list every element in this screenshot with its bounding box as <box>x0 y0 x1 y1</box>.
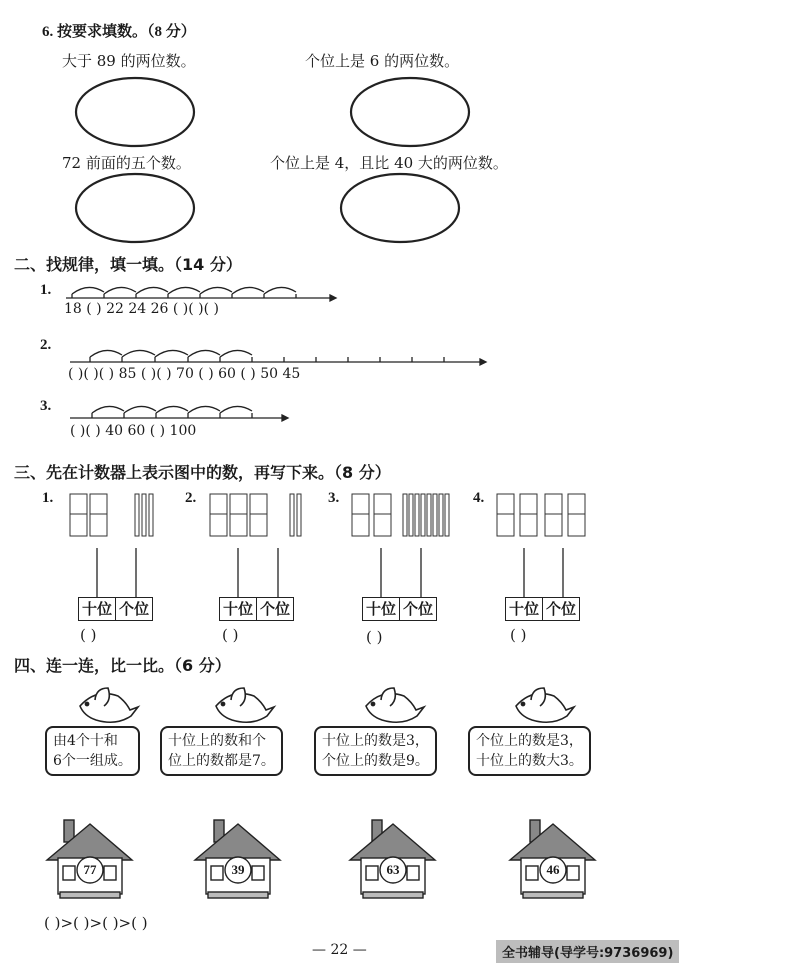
clue-card-1[interactable] <box>45 726 140 776</box>
clue-line: 十位上的数大3。 <box>476 753 583 769</box>
answer-ellipse-3[interactable] <box>76 174 194 242</box>
tens-label: 十位 <box>366 600 397 618</box>
clue-card-3[interactable] <box>314 726 437 776</box>
sec3-title: 三、先在计数器上表示图中的数，再写下来。（8 分） <box>14 463 391 482</box>
sticks-picture-4 <box>497 494 585 536</box>
house-number-2[interactable]: 39 <box>231 862 245 877</box>
ones-label: 个位 <box>399 598 436 620</box>
sec3-item-4-label: 4. <box>473 490 485 506</box>
answer-ellipse-1[interactable] <box>76 78 194 146</box>
clue-line: 6个一组成。 <box>53 753 132 769</box>
abacus-4[interactable] <box>505 597 580 621</box>
answer-blank-4[interactable]: ( ) <box>510 626 527 644</box>
sec3-item-3-label: 3. <box>328 490 340 506</box>
answer-ellipse-4[interactable] <box>341 174 459 242</box>
answer-blank-3[interactable]: ( ) <box>366 628 383 646</box>
house-icon <box>350 820 435 898</box>
number-line-3 <box>70 406 288 421</box>
q6-prompt-1: 大于 89 的两位数。 <box>62 52 196 70</box>
ones-label: 个位 <box>256 598 293 620</box>
answer-ellipse-2[interactable] <box>351 78 469 146</box>
sec4-title: 四、连一连，比一比。（6 分） <box>14 656 231 675</box>
house-number-4[interactable]: 46 <box>546 862 560 877</box>
house-icon <box>47 820 132 898</box>
house-number-3[interactable]: 63 <box>386 862 400 877</box>
sec3-item-2-label: 2. <box>185 490 197 506</box>
sec2-row-1-text[interactable]: 18 ( ) 22 24 26 ( )( )( ) <box>64 301 220 317</box>
abacus-3[interactable] <box>362 597 437 621</box>
clue-card-2[interactable] <box>160 726 283 776</box>
q6-prompt-4: 个位上是 4，且比 40 大的两位数。 <box>270 154 508 172</box>
clue-card-4[interactable] <box>468 726 591 776</box>
number-line-2 <box>70 350 486 365</box>
abacus-rods <box>97 548 563 597</box>
q6-title: 6. 按要求填数。（8 分） <box>42 24 196 40</box>
answer-blank-1[interactable]: ( ) <box>80 626 97 644</box>
answer-blank-2[interactable]: ( ) <box>222 626 239 644</box>
clue-line: 位上的数都是7。 <box>168 753 275 769</box>
bird-icon <box>366 688 424 722</box>
clue-line: 十位上的数是3， <box>322 733 429 749</box>
clue-line: 个位上的数是3， <box>476 733 583 749</box>
sec2-row-1-label: 1. <box>40 282 52 298</box>
tens-label: 十位 <box>82 600 113 618</box>
sec2-row-2-text[interactable]: ( )( )( ) 85 ( )( ) 70 ( ) 60 ( ) 50 45 <box>68 366 301 382</box>
clue-line: 由4个十和 <box>53 733 118 749</box>
book-badge: 全书辅导(导学号:9736969) <box>496 940 679 963</box>
house-icon <box>195 820 280 898</box>
tens-label: 十位 <box>509 600 540 618</box>
clue-line: 个位上的数是9。 <box>322 753 429 769</box>
ones-label: 个位 <box>542 598 579 620</box>
sec3-item-1-label: 1. <box>42 490 54 506</box>
house-number-1[interactable]: 77 <box>83 862 97 877</box>
sec2-row-2-label: 2. <box>40 337 52 353</box>
sticks-picture-1 <box>70 494 153 536</box>
sec2-title: 二、找规律，填一填。（14 分） <box>14 255 242 274</box>
bird-icon <box>216 688 274 722</box>
q6-prompt-3: 72 前面的五个数。 <box>62 154 191 172</box>
q6-prompt-2: 个位上是 6 的两位数。 <box>305 52 460 70</box>
sec2-row-3-label: 3. <box>40 398 52 414</box>
tens-label: 十位 <box>223 600 254 618</box>
sticks-picture-2 <box>210 494 301 536</box>
abacus-1[interactable] <box>78 597 153 621</box>
abacus-2[interactable] <box>219 597 294 621</box>
clue-line: 十位上的数和个 <box>168 733 266 749</box>
bird-icon <box>80 688 138 722</box>
house-icon <box>510 820 595 898</box>
page-number: — 22 — <box>312 942 367 958</box>
bird-icon <box>516 688 574 722</box>
number-line-1 <box>66 287 336 301</box>
sticks-picture-3 <box>352 494 449 536</box>
ones-label: 个位 <box>115 598 152 620</box>
sec2-row-3-text[interactable]: ( )( ) 40 60 ( ) 100 <box>70 423 197 439</box>
compare-blanks[interactable]: ( )>( )>( )>( ) <box>44 914 148 932</box>
